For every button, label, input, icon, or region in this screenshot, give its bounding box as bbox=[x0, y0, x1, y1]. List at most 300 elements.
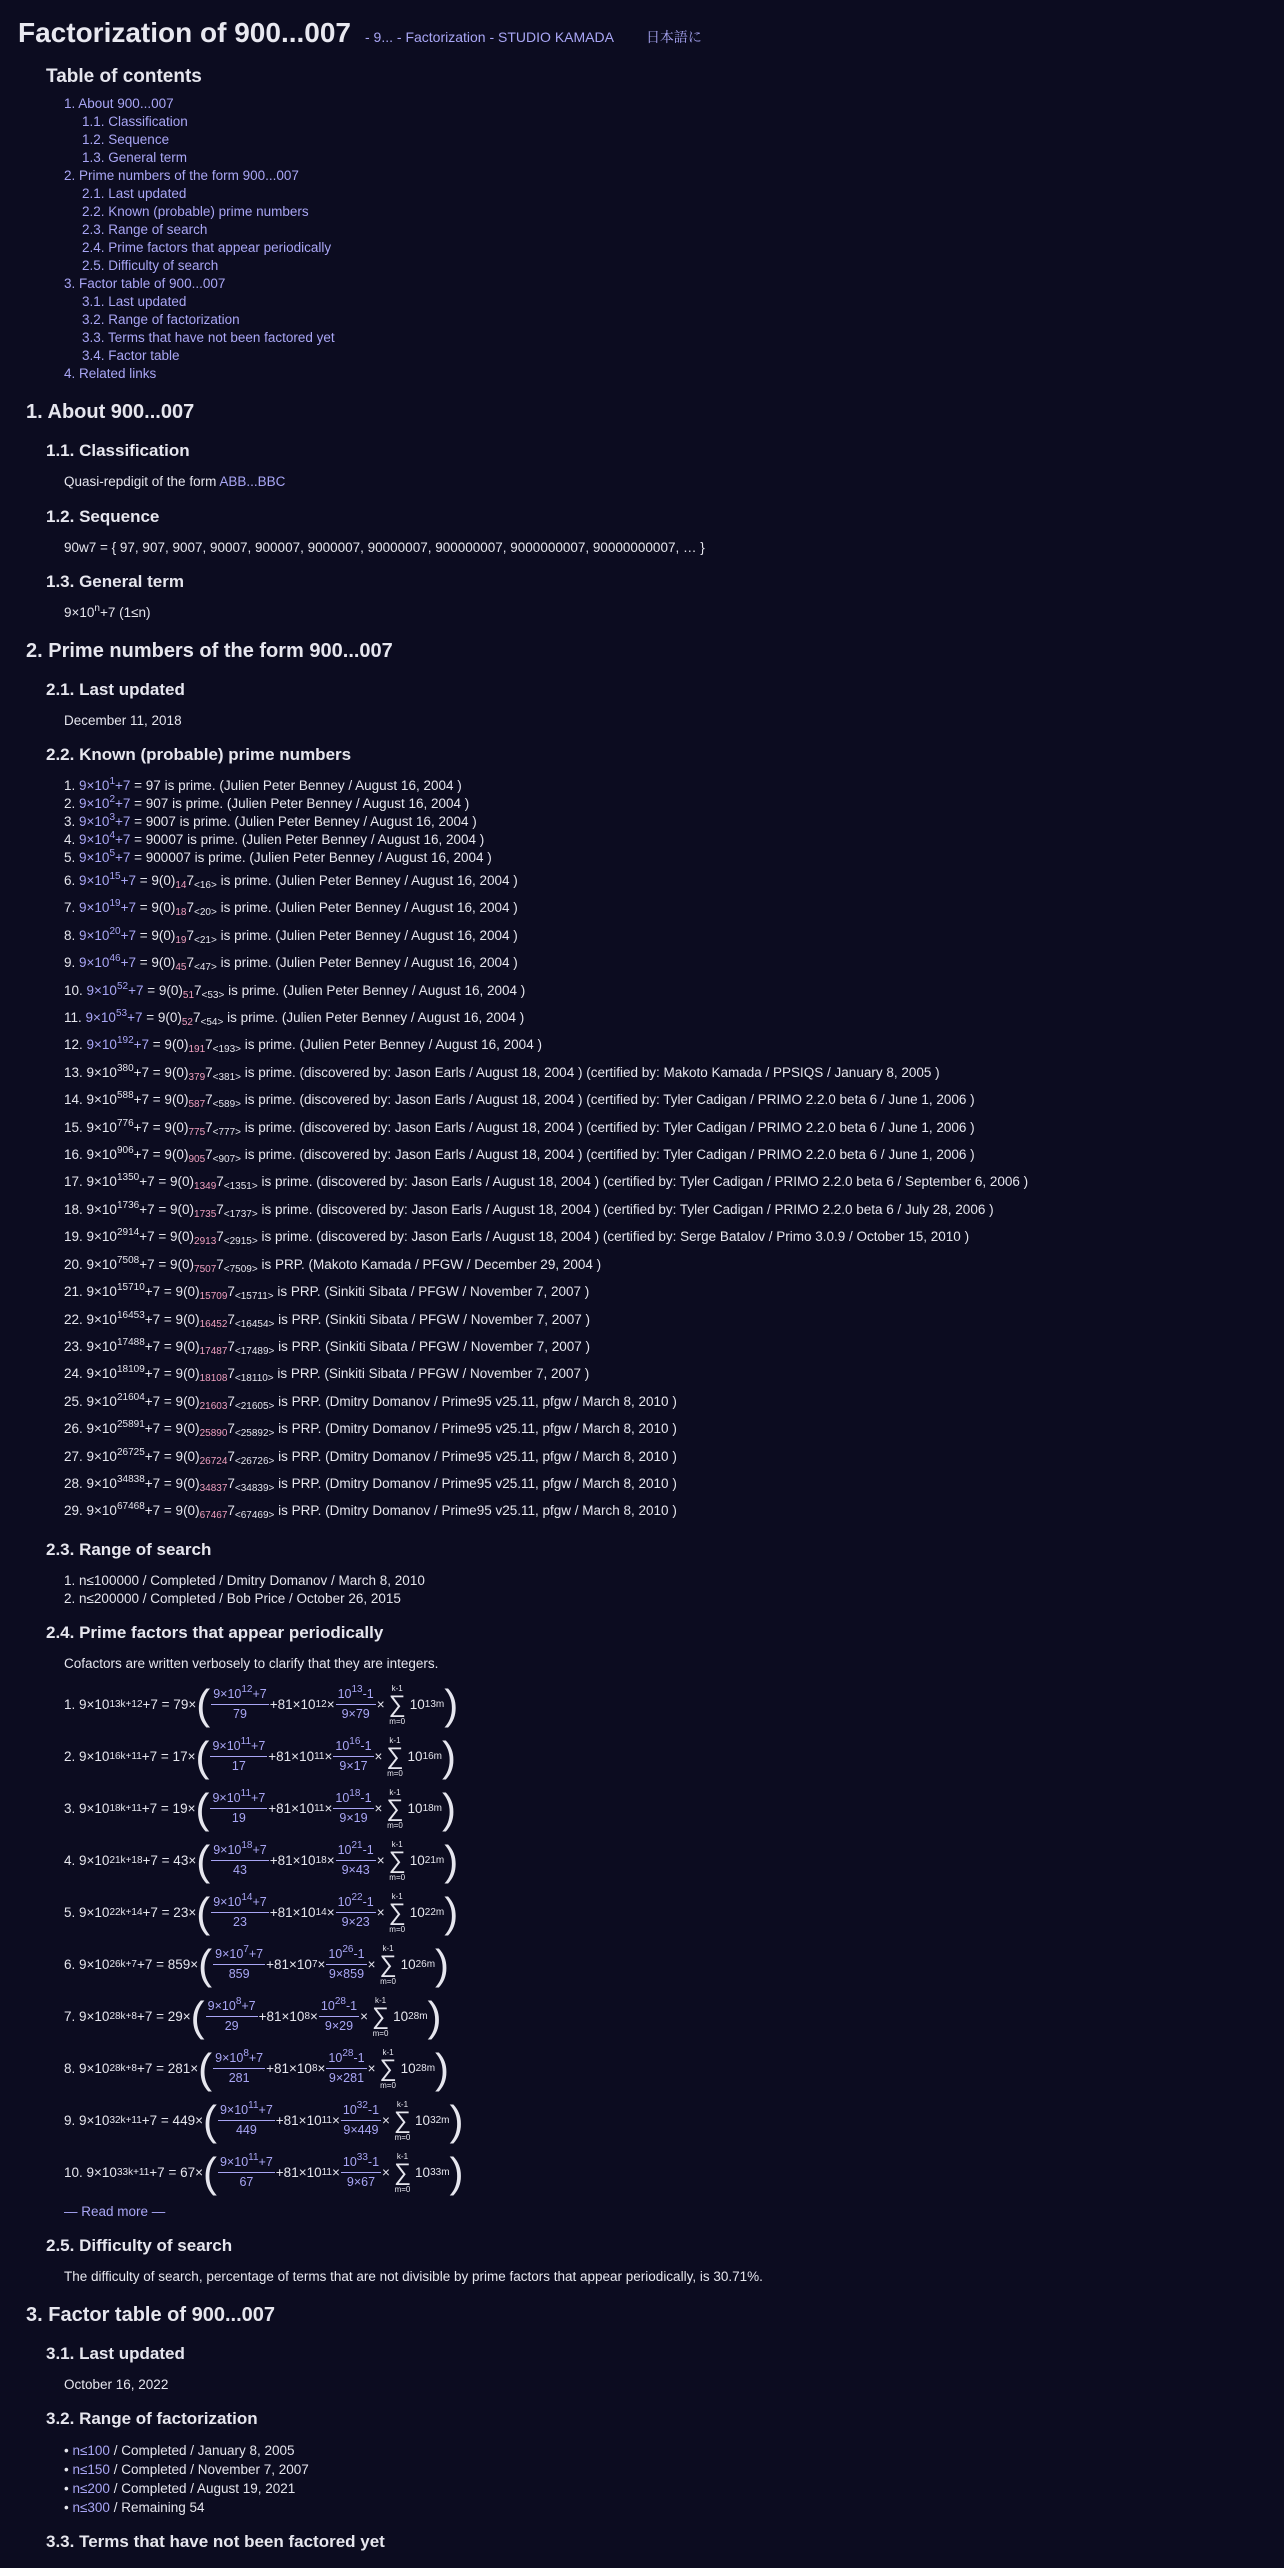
sequence-text: 90w7 = { 97, 907, 9007, 90007, 900007, 9000007, 90000007, 900000007, 9000000007, 90000000007, … } bbox=[64, 539, 705, 555]
numerator-exponent: 28 bbox=[342, 2048, 354, 2060]
sigma-symbol bbox=[379, 2048, 396, 2090]
prime-note: is prime. (Julien Peter Benney / August 16, 2004 ) bbox=[160, 778, 462, 793]
prime-index: 19. bbox=[64, 1229, 87, 1245]
periodic-index: 5. bbox=[64, 1904, 80, 1920]
cofactor-fraction bbox=[211, 1894, 269, 1931]
prime-exponent: 906 bbox=[116, 1145, 134, 1157]
factor-range-link[interactable]: n≤300 bbox=[72, 2500, 110, 2516]
prime-index: 14. bbox=[64, 1092, 87, 1108]
fraction-denominator: 9×859 bbox=[328, 1967, 365, 1982]
numerator-exponent: 8 bbox=[235, 1996, 242, 2008]
left-paren: ( bbox=[198, 1940, 213, 1988]
toc-sublink[interactable]: 2.4. Prime factors that appear periodically bbox=[82, 240, 332, 256]
fraction-denominator: 281 bbox=[228, 2071, 250, 2086]
prime-expression: $9\times 10^{67468}+7$ bbox=[86, 1501, 161, 1519]
factor-range-status: / Remaining 54 bbox=[109, 2500, 205, 2516]
prime-note: is prime. (discovered by: Jason Earls / August 18, 2004 ) (certified by: Tyler Cadigan / PRIMO 2.2.0 beta 6 / June 1, 2006 ) bbox=[241, 1147, 975, 1163]
prime-note: is PRP. (Dmitry Domanov / Prime95 v25.11, pfgw / March 8, 2010 ) bbox=[274, 1475, 677, 1491]
prime-list-item: 24. $9\times 10^{18109}+7 = 9(0)_{18108}7_{<18110>}$ is PRP. (Sinkiti Sibata / PFGW / November 7, 2007 ) bbox=[64, 1364, 590, 1385]
prime-expression[interactable]: $9\times 10^4+7$ bbox=[79, 830, 131, 847]
prime-note: is prime. (Julien Peter Benney / August 16, 2004 ) bbox=[241, 1037, 542, 1053]
fraction-numerator: $10^{22}-1$ bbox=[336, 1894, 376, 1913]
digit-count: <21> bbox=[194, 934, 217, 946]
repunit-fraction bbox=[341, 2102, 381, 2139]
left-paren: ( bbox=[195, 1784, 210, 1832]
fraction-denominator: 859 bbox=[228, 1967, 250, 1982]
periodic-factor-row: 7. 9×10 28k+8 +7 = 29× ( $\frac{9\times 10^8+7}{29}$ +81×10 8 × $\frac{10^{28}-1}{9\times 29}$ × k-1 ∑ m=0 10 28m ) bbox=[64, 1992, 442, 2040]
last-updated-3: October 16, 2022 bbox=[64, 2377, 169, 2393]
toc-subitem bbox=[82, 347, 1284, 365]
zero-count: 26724 bbox=[199, 1455, 228, 1467]
zero-count: 25890 bbox=[199, 1428, 228, 1440]
toc-sublink[interactable]: 3.2. Range of factorization bbox=[82, 312, 240, 328]
periodic-index: 6. bbox=[64, 1956, 80, 1972]
page-header bbox=[18, 14, 1284, 52]
periodic-factor-row: 4. 9×10 21k+18 +7 = 43× ( $\frac{9\times 10^{18}+7}{43}$ +81×10 18 × $\frac{10^{21}-1}{9\times 43}$ × k-1 ∑ m=0 10 21m ) bbox=[64, 1836, 459, 1884]
prime-index: 24. bbox=[64, 1366, 87, 1382]
prime-exponent: 53 bbox=[115, 1008, 128, 1020]
prime-expression: $9\times 10^{25891}+7$ bbox=[86, 1419, 161, 1437]
zero-count: 775 bbox=[188, 1126, 206, 1138]
prime-expression[interactable]: $9\times 10^{20}+7$ bbox=[79, 925, 136, 943]
general-term-exponent: n bbox=[94, 602, 100, 614]
prime-index: 8. bbox=[64, 927, 80, 943]
prime-expression[interactable]: $9\times 10^{53}+7$ bbox=[85, 1008, 143, 1026]
prime-exponent: 18109 bbox=[116, 1364, 145, 1376]
sigma-upper: k-1 bbox=[391, 1839, 403, 1849]
repunit-fraction bbox=[319, 1998, 359, 2035]
digit-count: <53> bbox=[201, 989, 225, 1001]
subsection-heading-2-5: 2.5. Difficulty of search bbox=[46, 2236, 233, 2256]
zero-count: 7507 bbox=[194, 1263, 217, 1275]
prime-note: is prime. (Julien Peter Benney / August 16, 2004 ) bbox=[216, 955, 518, 971]
sigma-glyph: ∑ bbox=[388, 1898, 406, 1926]
toc-sublink[interactable]: 2.2. Known (probable) prime numbers bbox=[82, 204, 309, 220]
fraction-denominator: 23 bbox=[233, 1915, 247, 1930]
read-more-link[interactable]: — Read more — bbox=[64, 2203, 166, 2219]
numerator-exponent: 16 bbox=[349, 1736, 361, 1748]
numerator-exponent: 22 bbox=[351, 1892, 363, 1904]
prime-note: is PRP. (Dmitry Domanov / Prime95 v25.11, pfgw / March 8, 2010 ) bbox=[274, 1393, 677, 1409]
prime-exponent: 16453 bbox=[116, 1309, 145, 1321]
fraction-numerator: $10^{18}-1$ bbox=[333, 1790, 373, 1809]
cofactor-fraction bbox=[210, 1790, 267, 1827]
prime-expression[interactable]: $9\times 10^5+7$ bbox=[79, 848, 131, 865]
prime-list-item: 13. $9\times 10^{380}+7 = 9(0)_{379}7_{<381>}$ is prime. (discovered by: Jason Earls / August 18, 2004 ) (certified by: Makoto Kamada / PPSIQS / January 8, 2005 ) bbox=[64, 1062, 940, 1083]
left-paren: ( bbox=[196, 1836, 211, 1884]
fraction-numerator: $9\times 10^8+7$ bbox=[206, 1998, 258, 2017]
prime-note: is PRP. (Makoto Kamada / PFGW / December 29, 2004 ) bbox=[257, 1256, 602, 1272]
left-paren: ( bbox=[202, 2096, 217, 2144]
prime-index: 4. bbox=[64, 832, 80, 847]
sigma-glyph: ∑ bbox=[388, 1690, 406, 1718]
last-updated-2: December 11, 2018 bbox=[64, 712, 182, 728]
repunit-fraction bbox=[333, 1738, 373, 1775]
numerator-exponent: 32 bbox=[356, 2100, 368, 2112]
periodic-index: 2. bbox=[64, 1748, 80, 1764]
prime-exponent: 21604 bbox=[116, 1391, 145, 1403]
toc-sublink[interactable]: 1.2. Sequence bbox=[82, 132, 170, 148]
fraction-denominator: 67 bbox=[239, 2175, 254, 2190]
prime-index: 13. bbox=[64, 1064, 87, 1080]
prime-expression[interactable]: $9\times 10^{46}+7$ bbox=[79, 953, 136, 971]
toc-link[interactable]: 3. Factor table of 900...007 bbox=[64, 276, 226, 292]
general-term-rest: +7 (1≤n) bbox=[99, 604, 151, 620]
prime-note: is prime. (discovered by: Jason Earls / August 18, 2004 ) (certified by: Tyler Cadigan / PRIMO 2.2.0 beta 6 / June 1, 2006 ) bbox=[241, 1092, 975, 1108]
zero-count: 19 bbox=[175, 934, 187, 946]
sigma-glyph: ∑ bbox=[386, 1794, 404, 1822]
prime-list-item: 20. $9\times 10^{7508}+7 = 9(0)_{7507}7_{<7509>}$ is PRP. (Makoto Kamada / PFGW / December 29, 2004 ) bbox=[64, 1254, 602, 1275]
prime-note: is prime. (Julien Peter Benney / August 16, 2004 ) bbox=[216, 927, 518, 943]
zero-count: 17487 bbox=[199, 1345, 228, 1357]
repunit-fraction bbox=[336, 1842, 376, 1879]
fraction-numerator: $10^{32}-1$ bbox=[341, 2102, 381, 2121]
prime-exponent: 380 bbox=[116, 1062, 134, 1074]
digit-count: <2915> bbox=[223, 1236, 258, 1248]
sigma-upper: k-1 bbox=[391, 1683, 403, 1693]
subsection-heading-2-1: 2.1. Last updated bbox=[46, 679, 185, 699]
cofactor-fraction bbox=[211, 1686, 269, 1723]
sigma-glyph: ∑ bbox=[386, 1742, 404, 1770]
digit-count: <16> bbox=[194, 880, 217, 891]
prime-list bbox=[64, 777, 1284, 1525]
prime-note: is prime. (discovered by: Jason Earls / August 18, 2004 ) (certified by: Makoto Kamada / PPSIQS / January 8, 2005 ) bbox=[241, 1064, 940, 1080]
fraction-denominator: 9×17 bbox=[339, 1759, 368, 1774]
prime-exponent: 25891 bbox=[116, 1419, 145, 1431]
prime-list-item: 25. $9\times 10^{21604}+7 = 9(0)_{21603}7_{<21605>}$ is PRP. (Dmitry Domanov / Prime95 v25.11, pfgw / March 8, 2010 ) bbox=[64, 1391, 677, 1412]
zero-count: 15709 bbox=[199, 1291, 228, 1303]
digit-count: <193> bbox=[212, 1044, 242, 1056]
toc-sublink[interactable]: 2.3. Range of search bbox=[82, 222, 208, 238]
prime-expression: $9\times 10^{906}+7$ bbox=[86, 1145, 150, 1163]
prime-exponent: 7508 bbox=[116, 1254, 140, 1266]
numerator-exponent: 14 bbox=[241, 1892, 253, 1904]
prime-exponent: 1350 bbox=[116, 1172, 140, 1184]
prime-expression: $9\times 10^{21604}+7$ bbox=[86, 1391, 161, 1409]
numerator-exponent: 8 bbox=[243, 2048, 249, 2060]
fraction-denominator: 9×23 bbox=[341, 1915, 370, 1930]
prime-list-item: 19. $9\times 10^{2914}+7 = 9(0)_{2913}7_{<2915>}$ is prime. (discovered by: Jason Earls / August 18, 2004 ) (certified by: Serge Batalov / Primo 3.0.9 / October 15, 2010 ) bbox=[64, 1227, 970, 1248]
toc-subitem bbox=[82, 221, 1284, 239]
prime-list-item: 12. $9\times 10^{192}+7 = 9(0)_{191}7_{<193>}$ is prime. (Julien Peter Benney / August 16, 2004 ) bbox=[64, 1035, 542, 1056]
digit-count: <34839> bbox=[234, 1482, 275, 1494]
right-paren: ) bbox=[449, 2148, 464, 2196]
toc-sublink[interactable]: 3.3. Terms that have not been factored yet bbox=[82, 330, 335, 346]
sigma-symbol bbox=[386, 1736, 403, 1778]
sigma-lower: m=0 bbox=[394, 2132, 411, 2142]
prime-exponent: 52 bbox=[116, 980, 129, 992]
sigma-upper: k-1 bbox=[389, 1735, 401, 1745]
toc-subitem bbox=[82, 131, 1284, 149]
subsection-heading-2-2: 2.2. Known (probable) prime numbers bbox=[46, 745, 352, 765]
fraction-numerator: $10^{26}-1$ bbox=[326, 1946, 366, 1965]
prime-exponent: 34838 bbox=[116, 1473, 145, 1485]
numerator-exponent: 18 bbox=[241, 1840, 253, 1852]
section-heading-2: 2. Prime numbers of the form 900...007 bbox=[26, 639, 393, 662]
left-paren: ( bbox=[190, 1992, 205, 2040]
left-paren: ( bbox=[196, 1888, 211, 1936]
sigma-glyph: ∑ bbox=[393, 2106, 412, 2134]
cofactor-fraction bbox=[211, 1842, 269, 1879]
fraction-numerator: $9\times 10^8+7$ bbox=[213, 2050, 265, 2069]
zero-count: 1349 bbox=[194, 1181, 217, 1193]
periodic-index: 3. bbox=[64, 1800, 80, 1816]
prime-list-item: 6. $9\times 10^{15}+7 = 9(0)_{14}7_{<16>}$ is prime. (Julien Peter Benney / August 16, 2004 ) bbox=[64, 871, 518, 891]
prime-expression: $9\times 10^{15710}+7$ bbox=[86, 1282, 161, 1300]
toc-subitem bbox=[82, 185, 1284, 203]
classification-link[interactable]: ABB...BBC bbox=[219, 474, 286, 490]
subsection-heading-3-3: 3.3. Terms that have not been factored yet bbox=[46, 2532, 385, 2552]
prime-note: is prime. (Julien Peter Benney / August 16, 2004 ) bbox=[223, 1010, 525, 1026]
left-paren: ( bbox=[196, 1680, 211, 1728]
prime-expression: $9\times 10^{7508}+7$ bbox=[86, 1254, 155, 1272]
prime-expression[interactable]: $9\times 10^{15}+7$ bbox=[79, 871, 136, 888]
repunit-fraction bbox=[336, 1894, 376, 1931]
prime-note: is prime. (Julien Peter Benney / August 16, 2004 ) bbox=[216, 873, 518, 888]
numerator-exponent: 12 bbox=[241, 1684, 253, 1696]
prime-expression[interactable]: $9\times 10^{19}+7$ bbox=[79, 898, 136, 916]
prime-expression[interactable]: $9\times 10^3+7$ bbox=[79, 812, 131, 829]
prime-list-item: 8. $9\times 10^{20}+7 = 9(0)_{19}7_{<21>}$ is prime. (Julien Peter Benney / August 16, 2004 ) bbox=[64, 925, 518, 946]
prime-index: 2. bbox=[64, 796, 80, 811]
prime-index: 15. bbox=[64, 1119, 87, 1135]
cofactor-fraction bbox=[210, 1738, 267, 1775]
periodic-factor-row: 2. 9×10 16k+11 +7 = 17× ( $\frac{9\times 10^{11}+7}{17}$ +81×10 11 × $\frac{10^{16}-1}{9\times 17}$ × k-1 ∑ m=0 10 16m ) bbox=[64, 1732, 457, 1780]
sigma-symbol bbox=[389, 1840, 406, 1882]
toc-item bbox=[64, 275, 1284, 293]
fraction-denominator: 17 bbox=[231, 1759, 246, 1774]
prime-index: 11. bbox=[64, 1010, 86, 1026]
sigma-upper: k-1 bbox=[396, 2099, 409, 2109]
prime-index: 23. bbox=[64, 1338, 87, 1354]
prime-index: 6. bbox=[64, 873, 80, 888]
prime-expression: $9\times 10^{1736}+7$ bbox=[86, 1199, 155, 1217]
right-paren: ) bbox=[444, 1836, 459, 1884]
prime-index: 21. bbox=[64, 1284, 87, 1300]
prime-note: is prime. (Julien Peter Benney / August 16, 2004 ) bbox=[168, 796, 470, 811]
fraction-numerator: $10^{21}-1$ bbox=[336, 1842, 376, 1861]
difficulty-text: The difficulty of search, percentage of terms that are not divisible by prime factors that appear periodically, is 30.71%. bbox=[64, 2269, 763, 2284]
numerator-exponent: 21 bbox=[351, 1840, 363, 1852]
sigma-upper: k-1 bbox=[391, 1891, 403, 1901]
digit-count: <777> bbox=[212, 1126, 242, 1138]
repunit-fraction bbox=[333, 1790, 373, 1827]
subsection-heading-1-1: 1.1. Classification bbox=[46, 441, 190, 461]
toc-link[interactable]: 1. About 900...007 bbox=[64, 96, 174, 112]
prime-note: is prime. (discovered by: Jason Earls / August 18, 2004 ) (certified by: Serge Batalov / Primo 3.0.9 / October 15, 2010 ) bbox=[257, 1229, 970, 1245]
cofactor-fraction bbox=[213, 1946, 265, 1983]
cofactor-note: Cofactors are written verbosely to clarify that they are integers. bbox=[64, 1655, 439, 1671]
toc-sublink[interactable]: 2.5. Difficulty of search bbox=[82, 258, 219, 274]
search-range-item: 2. n≤200000 / Completed / Bob Price / October 26, 2015 bbox=[64, 1590, 401, 1606]
repunit-fraction bbox=[326, 2050, 366, 2087]
toc-sublink[interactable]: 1.1. Classification bbox=[82, 114, 188, 130]
prime-index: 5. bbox=[64, 850, 80, 865]
digit-count: <25892> bbox=[234, 1428, 275, 1440]
prime-index: 20. bbox=[64, 1256, 87, 1272]
search-range-list bbox=[64, 1572, 1284, 1608]
prime-expression[interactable]: $9\times 10^2+7$ bbox=[79, 794, 131, 811]
cofactor-fraction bbox=[218, 2102, 275, 2139]
right-paren: ) bbox=[435, 1940, 450, 1988]
digit-count: <54> bbox=[200, 1017, 224, 1029]
toc-link[interactable]: 2. Prime numbers of the form 900...007 bbox=[64, 168, 299, 184]
toc-sublink[interactable]: 3.1. Last updated bbox=[82, 294, 187, 310]
toc-sublink[interactable]: 2.1. Last updated bbox=[82, 186, 187, 202]
sigma-symbol bbox=[394, 2100, 411, 2142]
right-paren: ) bbox=[435, 2044, 450, 2092]
left-paren: ( bbox=[195, 1732, 210, 1780]
prime-expression[interactable]: $9\times 10^1+7$ bbox=[79, 776, 131, 793]
prime-note: is PRP. (Dmitry Domanov / Prime95 v25.11, pfgw / March 8, 2010 ) bbox=[274, 1421, 677, 1437]
language-link[interactable]: 日本語に bbox=[645, 29, 702, 45]
factor-range-link[interactable]: n≤100 bbox=[72, 2443, 110, 2459]
left-paren: ( bbox=[198, 2044, 213, 2092]
prime-index: 25. bbox=[64, 1393, 87, 1409]
sigma-upper: k-1 bbox=[382, 2047, 394, 2057]
digit-count: <47> bbox=[194, 962, 217, 974]
digit-count: <15711> bbox=[234, 1291, 274, 1303]
prime-note: is PRP. (Sinkiti Sibata / PFGW / November 7, 2007 ) bbox=[273, 1366, 590, 1382]
cofactor-fraction bbox=[206, 1998, 258, 2035]
prime-index: 10. bbox=[64, 982, 87, 998]
prime-list-item: 14. $9\times 10^{588}+7 = 9(0)_{587}7_{<589>}$ is prime. (discovered by: Jason Earls / August 18, 2004 ) (certified by: Tyler Cadigan / PRIMO 2.2.0 beta 6 / June 1, 2006 ) bbox=[64, 1090, 975, 1111]
fraction-numerator: $10^{13}-1$ bbox=[336, 1686, 376, 1705]
prime-exponent: 1 bbox=[109, 776, 115, 787]
prime-list-item bbox=[64, 777, 1284, 795]
left-paren: ( bbox=[202, 2148, 217, 2196]
toc-sublink[interactable]: 3.4. Factor table bbox=[82, 348, 180, 364]
prime-list-item bbox=[64, 795, 1284, 813]
fraction-denominator: 9×29 bbox=[324, 2019, 354, 2034]
prime-index: 18. bbox=[64, 1201, 87, 1217]
breadcrumb[interactable]: - 9... - Factorization - STUDIO KAMADA bbox=[365, 29, 614, 45]
zero-count: 21603 bbox=[199, 1400, 228, 1412]
sigma-lower: m=0 bbox=[387, 1768, 403, 1778]
prime-index: 12. bbox=[64, 1037, 87, 1053]
prime-expression: $9\times 10^{18109}+7$ bbox=[86, 1364, 161, 1382]
sigma-lower: m=0 bbox=[394, 2184, 411, 2194]
prime-expression: $9\times 10^{2914}+7$ bbox=[86, 1227, 155, 1245]
subsection-heading-3-1: 3.1. Last updated bbox=[46, 2344, 185, 2364]
prime-expression[interactable]: $9\times 10^{192}+7$ bbox=[86, 1035, 150, 1053]
prime-exponent: 5 bbox=[109, 848, 115, 859]
prime-note: is prime. (Julien Peter Benney / August 16, 2004 ) bbox=[190, 850, 492, 865]
prime-note: is PRP. (Sinkiti Sibata / PFGW / November 7, 2007 ) bbox=[274, 1311, 591, 1327]
fraction-numerator: $10^{33}-1$ bbox=[341, 2154, 381, 2173]
fraction-numerator: $9\times 10^{12}+7$ bbox=[211, 1686, 269, 1705]
prime-value: = 900007 bbox=[130, 850, 191, 865]
factor-range-link[interactable]: n≤200 bbox=[72, 2481, 110, 2497]
prime-expression: $9\times 10^{34838}+7$ bbox=[86, 1473, 161, 1491]
fraction-denominator: 29 bbox=[224, 2019, 239, 2034]
toc-subitem bbox=[82, 293, 1284, 311]
factor-range-link[interactable]: n≤150 bbox=[72, 2462, 110, 2478]
numerator-exponent: 11 bbox=[248, 2152, 259, 2164]
cofactor-fraction bbox=[213, 2050, 265, 2087]
periodic-index: 8. bbox=[64, 2060, 80, 2076]
fraction-numerator: $10^{28}-1$ bbox=[326, 2050, 366, 2069]
prime-note: is prime. (Julien Peter Benney / August 16, 2004 ) bbox=[216, 900, 518, 916]
prime-index: 16. bbox=[64, 1147, 87, 1163]
zero-count: 18108 bbox=[199, 1373, 228, 1385]
prime-expression: $9\times 10^{26725}+7$ bbox=[86, 1446, 161, 1464]
periodic-factor-row: 3. 9×10 18k+11 +7 = 19× ( $\frac{9\times 10^{11}+7}{19}$ +81×10 11 × $\frac{10^{18}-1}{9\times 19}$ × k-1 ∑ m=0 10 18m ) bbox=[64, 1784, 457, 1832]
zero-count: 51 bbox=[182, 989, 195, 1001]
prime-exponent: 46 bbox=[109, 953, 121, 965]
prime-list-item: 18. $9\times 10^{1736}+7 = 9(0)_{1735}7_{<1737>}$ is prime. (discovered by: Jason Earls / August 18, 2004 ) (certified by: Tyler Cadigan / PRIMO 2.2.0 beta 6 / July 28, 2006 ) bbox=[64, 1199, 994, 1220]
prime-list-item bbox=[64, 849, 1284, 867]
sigma-lower: m=0 bbox=[389, 1716, 406, 1726]
toc-item bbox=[64, 365, 1284, 383]
sigma-glyph: ∑ bbox=[393, 2158, 412, 2186]
zero-count: 16452 bbox=[199, 1318, 228, 1330]
prime-exponent: 19 bbox=[109, 898, 121, 910]
prime-exponent: 15 bbox=[109, 871, 121, 882]
prime-list-item bbox=[64, 813, 1284, 831]
toc-item bbox=[64, 95, 1284, 113]
prime-list-item: 7. $9\times 10^{19}+7 = 9(0)_{18}7_{<20>}$ is prime. (Julien Peter Benney / August 16, 2004 ) bbox=[64, 898, 518, 919]
prime-exponent: 192 bbox=[116, 1035, 134, 1047]
toc-subitem bbox=[82, 203, 1284, 221]
prime-expression[interactable]: $9\times 10^{52}+7$ bbox=[86, 980, 144, 998]
right-paren: ) bbox=[444, 1888, 459, 1936]
section-heading-1: 1. About 900...007 bbox=[26, 401, 195, 424]
sigma-upper: k-1 bbox=[382, 1943, 394, 1953]
prime-value: = 9007 bbox=[130, 814, 176, 829]
subsection-heading-2-4: 2.4. Prime factors that appear periodically bbox=[46, 1622, 384, 1642]
factor-range-item: • n≤100 / Completed / January 8, 2005 bbox=[64, 2443, 295, 2459]
prime-list-item: 15. $9\times 10^{776}+7 = 9(0)_{775}7_{<777>}$ is prime. (discovered by: Jason Earls / August 18, 2004 ) (certified by: Tyler Cadigan / PRIMO 2.2.0 beta 6 / June 1, 2006 ) bbox=[64, 1117, 975, 1138]
periodic-index: 1. bbox=[64, 1696, 80, 1712]
numerator-exponent: 13 bbox=[351, 1684, 363, 1696]
periodic-factor-row: 1. 9×10 13k+12 +7 = 79× ( $\frac{9\times 10^{12}+7}{79}$ +81×10 12 × $\frac{10^{13}-1}{9\times 79}$ × k-1 ∑ m=0 10 13m ) bbox=[64, 1680, 459, 1728]
zero-count: 1735 bbox=[194, 1208, 217, 1220]
digit-count: <1737> bbox=[223, 1208, 258, 1220]
periodic-factor-row: 9. 9×10 32k+11 +7 = 449× ( $\frac{9\times 10^{11}+7}{449}$ +81×10 11 × $\frac{10^{32}-1}{9\times 449}$ × k-1 ∑ m=0 10 32m ) bbox=[64, 2096, 464, 2144]
numerator-exponent: 7 bbox=[243, 1944, 249, 1956]
toc-sublink[interactable]: 1.3. General term bbox=[82, 150, 188, 166]
prime-list-item: 23. $9\times 10^{17488}+7 = 9(0)_{17487}7_{<17489>}$ is PRP. (Sinkiti Sibata / PFGW / November 7, 2007 ) bbox=[64, 1336, 591, 1357]
prime-note: is PRP. (Sinkiti Sibata / PFGW / November 7, 2007 ) bbox=[273, 1284, 590, 1300]
prime-index: 26. bbox=[64, 1421, 87, 1437]
fraction-numerator: $10^{28}-1$ bbox=[319, 1998, 359, 2017]
prime-expression: $9\times 10^{1350}+7$ bbox=[86, 1172, 155, 1190]
fraction-numerator: $9\times 10^{11}+7$ bbox=[218, 2154, 275, 2173]
classification-text bbox=[64, 473, 1284, 491]
fraction-denominator: 9×449 bbox=[343, 2123, 379, 2138]
classification-prefix: Quasi-repdigit of the form bbox=[64, 474, 220, 490]
subsection-heading-1-3: 1.3. General term bbox=[46, 571, 184, 591]
prime-list-item: 29. $9\times 10^{67468}+7 = 9(0)_{67467}7_{<67469>}$ is PRP. (Dmitry Domanov / Prime95 v25.11, pfgw / March 8, 2010 ) bbox=[64, 1501, 677, 1522]
zero-count: 905 bbox=[188, 1154, 206, 1166]
right-paren: ) bbox=[444, 1680, 459, 1728]
toc-subitem bbox=[82, 113, 1284, 131]
prime-value: = 90007 bbox=[130, 832, 184, 847]
prime-exponent: 588 bbox=[116, 1090, 134, 1102]
numerator-exponent: 18 bbox=[349, 1788, 361, 1800]
prime-note: is PRP. (Dmitry Domanov / Prime95 v25.11, pfgw / March 8, 2010 ) bbox=[274, 1503, 677, 1519]
general-term bbox=[64, 604, 1284, 622]
factor-range-item: • n≤200 / Completed / August 19, 2021 bbox=[64, 2481, 296, 2497]
toc-list bbox=[46, 95, 1284, 383]
prime-exponent: 1736 bbox=[116, 1199, 140, 1211]
periodic-index: 10. bbox=[64, 2164, 87, 2180]
prime-note: is prime. (discovered by: Jason Earls / August 18, 2004 ) (certified by: Tyler Cadigan / PRIMO 2.2.0 beta 6 / July 28, 2006 ) bbox=[257, 1201, 994, 1217]
toc-link[interactable]: 4. Related links bbox=[64, 366, 157, 382]
prime-list-item: 27. $9\times 10^{26725}+7 = 9(0)_{26724}7_{<26726>}$ is PRP. (Dmitry Domanov / Prime95 v25.11, pfgw / March 8, 2010 ) bbox=[64, 1446, 677, 1467]
prime-value: = 907 bbox=[130, 796, 169, 811]
